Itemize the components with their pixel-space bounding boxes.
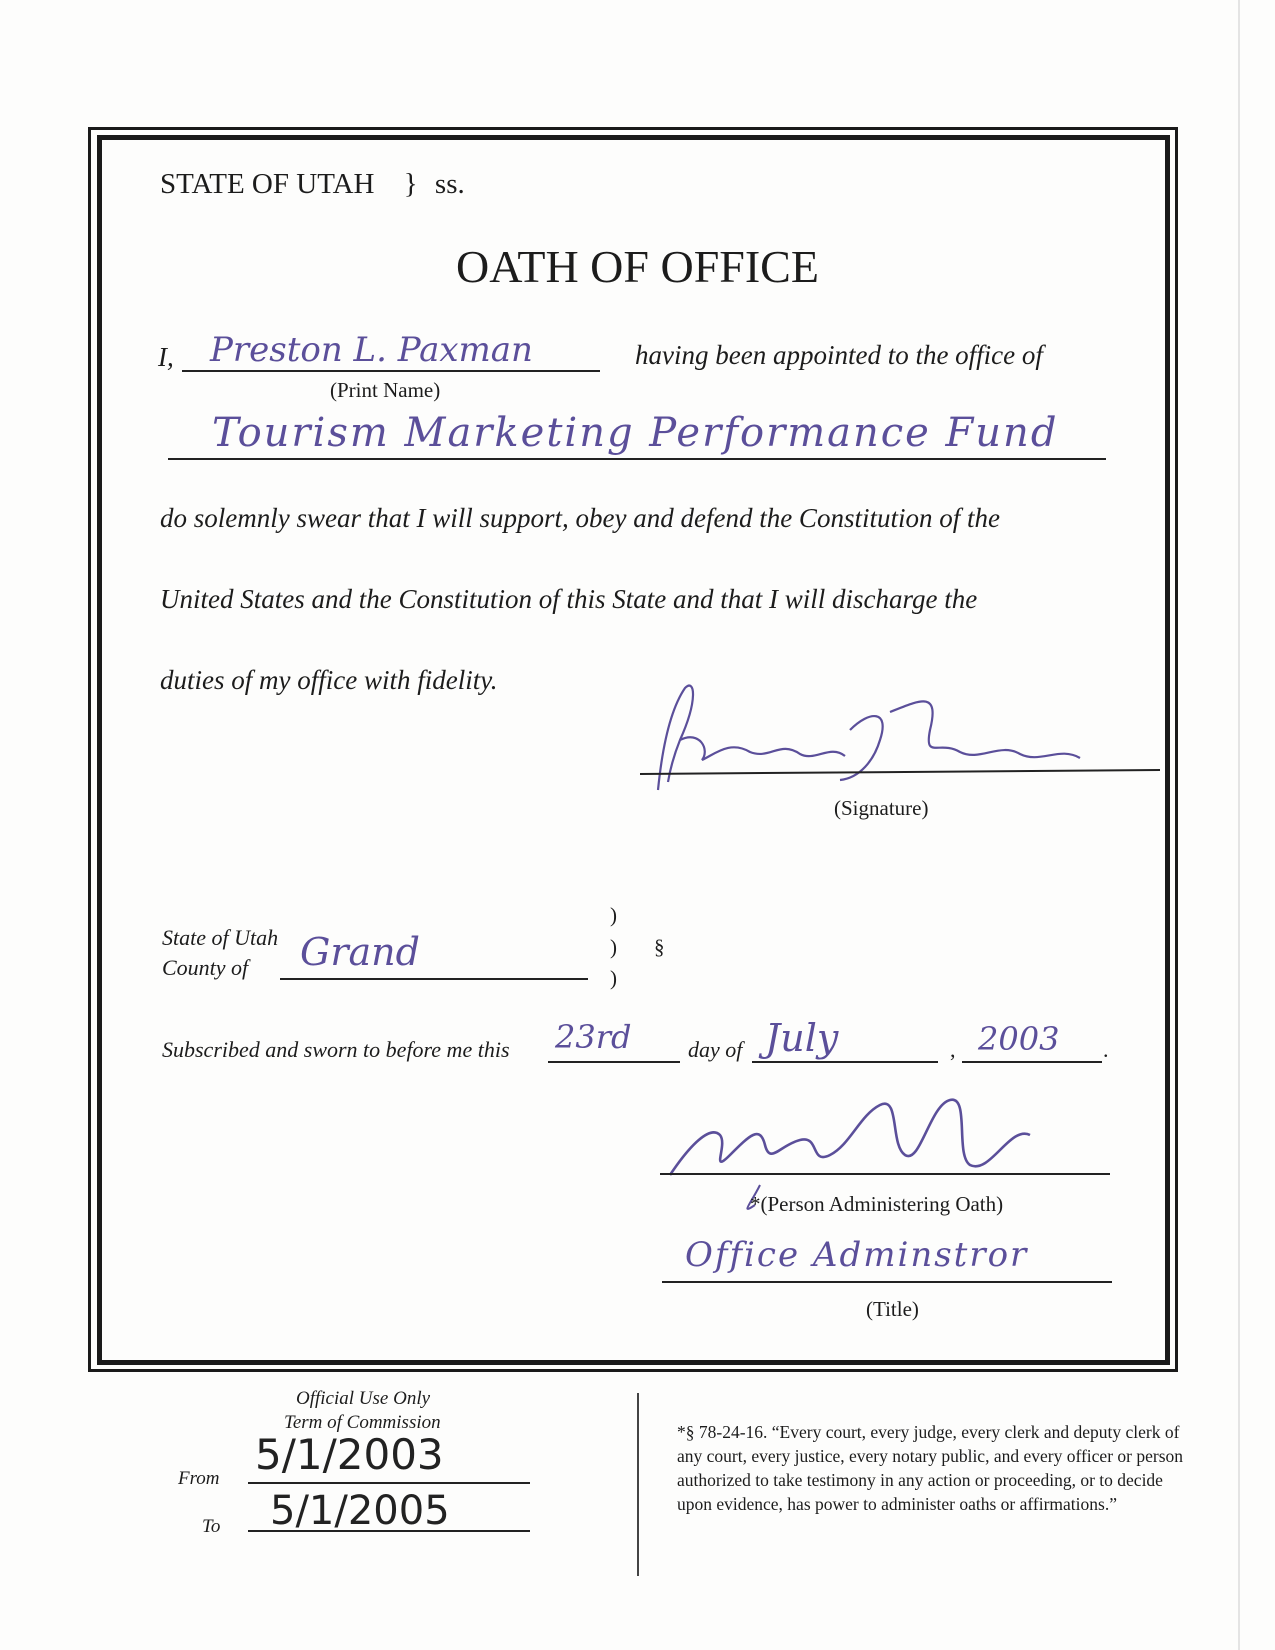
oath-body-line-3: duties of my office with fidelity. [160, 665, 498, 695]
day-handwritten: 23rd [555, 1018, 632, 1056]
comma: , [950, 1037, 956, 1062]
administering-label: *(Person Administering Oath) [750, 1192, 1004, 1216]
printed-name-handwritten: Preston L. Paxman [210, 330, 533, 370]
signature-label: (Signature) [834, 796, 929, 820]
to-date-handwritten: 5/1/2005 [270, 1488, 450, 1534]
from-underline [248, 1482, 530, 1484]
oath-body-line-2: United States and the Constitution of this State and that I will discharge the [160, 584, 978, 614]
period: . [1103, 1037, 1109, 1062]
section-symbol: § [654, 935, 665, 959]
day-of-text: day of [688, 1037, 743, 1062]
having-text: having been appointed to the office of [635, 340, 1043, 370]
month-handwritten: July [765, 1016, 839, 1060]
jurat-state-label: State of Utah [162, 925, 279, 950]
footer-divider [637, 1393, 639, 1576]
year-handwritten: 2003 [978, 1020, 1060, 1058]
from-label: From [178, 1468, 220, 1489]
oath-body-line-1: do solemnly swear that I will support, obey and defend the Constitution of the [160, 503, 1000, 533]
paren-3: ) [610, 966, 617, 990]
county-underline [280, 978, 588, 980]
subscribed-text: Subscribed and sworn to before me this [162, 1037, 510, 1062]
official-use-label: Official Use Only [296, 1388, 431, 1409]
name-underline [182, 370, 600, 372]
brace: } [403, 168, 418, 200]
title-underline [662, 1281, 1112, 1283]
venue-line [160, 168, 465, 201]
ss-label: ss. [434, 168, 465, 200]
county-handwritten: Grand [300, 930, 420, 974]
office-name-handwritten: Tourism Marketing Performance Fund [212, 410, 1059, 456]
document-title: OATH OF OFFICE [456, 241, 819, 292]
statute-text: *§ 78-24-16. “Every court, every judge, every clerk and deputy clerk of any court, every justice, every notary public, and every officer or person authorized to take testimony in any action or proceeding, or to decide upon evidence, has power to administer oaths or affirmations.” [677, 1422, 1184, 1514]
title-label: (Title) [866, 1297, 919, 1321]
title-handwritten: Office Adminstror [685, 1235, 1029, 1275]
from-date-handwritten: 5/1/2003 [255, 1430, 444, 1479]
month-underline [752, 1061, 938, 1063]
i-label: I, [158, 342, 174, 372]
term-of-commission-label: Term of Commission [284, 1412, 441, 1433]
year-underline [962, 1061, 1102, 1063]
day-underline [548, 1061, 680, 1063]
county-label: County of [162, 955, 249, 980]
print-name-label: (Print Name) [330, 378, 441, 402]
to-label: To [202, 1516, 221, 1537]
state-heading: STATE OF UTAH [160, 168, 375, 200]
paren-1: ) [610, 903, 617, 927]
paren-2: ) [610, 935, 617, 959]
oath-signature-image [640, 670, 1160, 800]
office-underline [168, 458, 1106, 460]
